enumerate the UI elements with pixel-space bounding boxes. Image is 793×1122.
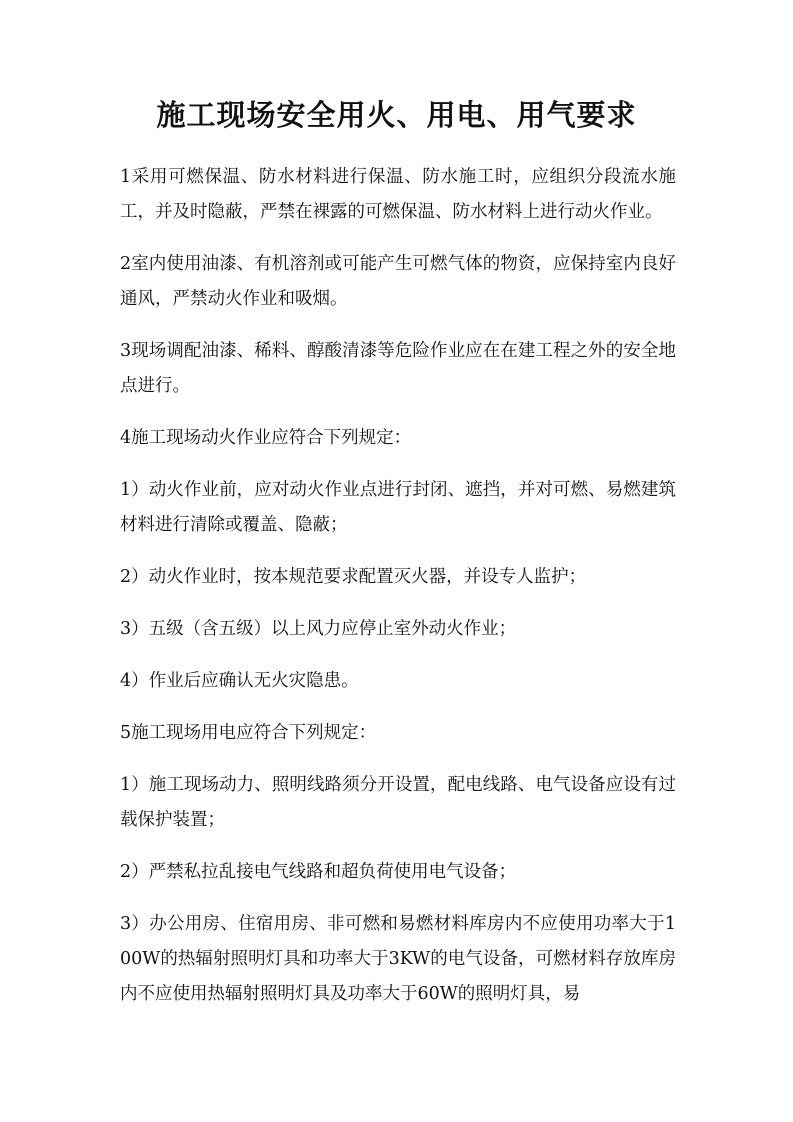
paragraph: 3现场调配油漆、稀料、醇酸清漆等危险作业应在在建工程之外的安全地点进行。: [120, 341, 676, 396]
paragraph: 1）施工现场动力、照明线路须分开设置，配电线路、电气设备应设有过载保护装置；: [120, 775, 676, 830]
paragraph: 2室内使用油漆、有机溶剂或可能产生可燃气体的物资，应保持室内良好通风，严禁动火作业和吸烟。: [120, 254, 676, 309]
paragraph: 1采用可燃保温、防水材料进行保温、防水施工时，应组织分段流水施工，并及时隐蔽，严禁在裸露的可燃保温、防水材料上进行动火作业。: [120, 167, 676, 222]
paragraph: 3）五级（含五级）以上风力应停止室外动火作业；: [120, 619, 517, 639]
paragraph: 1）动火作业前，应对动火作业点进行封闭、遮挡，并对可燃、易燃建筑材料进行清除或覆盖、隐蔽；: [120, 480, 676, 535]
paragraph: 2）动火作业时，按本规范要求配置灭火器，并设专人监护；: [120, 567, 587, 587]
paragraph: 4）作业后应确认无火灾隐患。: [120, 671, 359, 691]
paragraph: 2）严禁私拉乱接电气线路和超负荷使用电气设备；: [120, 862, 517, 882]
paragraph: 4施工现场动火作业应符合下列规定：: [120, 428, 412, 448]
document-title: 施工现场安全用火、用电、用气要求: [156, 98, 637, 132]
document-body: [120, 160, 676, 1029]
paragraph: 5施工现场用电应符合下列规定：: [120, 723, 377, 743]
paragraph: 3）办公用房、住宿用房、非可燃和易燃材料库房内不应使用功率大于100W的热辐射照明灯具和功率大于3KW的电气设备，可燃材料存放库房内不应使用热辐射照明灯具及功率大于60W的照明灯具，易: [120, 914, 676, 1004]
